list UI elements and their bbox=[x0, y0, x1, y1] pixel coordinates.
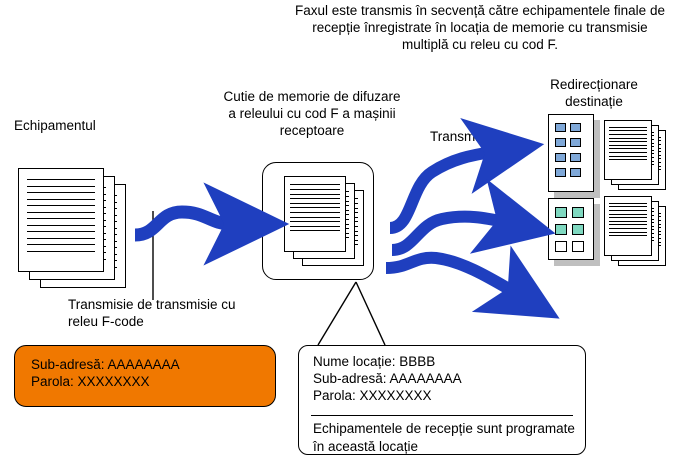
building-window bbox=[570, 138, 581, 147]
building-window bbox=[555, 138, 566, 147]
subaddress-password-callout bbox=[14, 345, 276, 407]
building-window bbox=[570, 123, 581, 132]
fcode-relay-label: Transmisie de transmisie cu releu F-code bbox=[68, 297, 236, 329]
building-window bbox=[555, 241, 567, 252]
building-window bbox=[570, 168, 581, 177]
location-note: Echipamentele de recepție sunt programate în această locație bbox=[313, 421, 575, 454]
document-stack-destination-1 bbox=[604, 120, 668, 194]
building-window bbox=[572, 241, 584, 252]
document-stack-memory bbox=[284, 176, 368, 268]
connector-line-location bbox=[356, 282, 385, 345]
location-subaddress: Sub-adresă: AAAAAAAA bbox=[313, 371, 462, 386]
destination-building-2 bbox=[548, 198, 594, 260]
equipment-label: Echipamentul bbox=[14, 118, 96, 133]
building-window bbox=[555, 207, 567, 218]
arrow-memory-to-destination-3 bbox=[386, 258, 514, 292]
location-password: Parola: XXXXXXXX bbox=[313, 388, 432, 403]
building-window bbox=[555, 153, 566, 162]
location-info-callout bbox=[298, 345, 586, 455]
building-window bbox=[555, 168, 566, 177]
document-page bbox=[604, 196, 652, 256]
building-window bbox=[572, 224, 584, 235]
document-page bbox=[18, 168, 104, 272]
document-stack-source bbox=[18, 168, 128, 288]
document-stack-destination-2 bbox=[604, 196, 668, 270]
callout-password: Parola: XXXXXXXX bbox=[31, 374, 150, 389]
transmission-label: Transmitere bbox=[430, 129, 502, 144]
redirect-destination-label: Redirecționare destinație bbox=[550, 77, 638, 109]
document-page bbox=[284, 176, 346, 252]
building-body bbox=[548, 114, 594, 192]
arrow-memory-to-destination-1 bbox=[390, 152, 492, 228]
divider bbox=[311, 415, 573, 416]
building-window bbox=[572, 207, 584, 218]
arrow-source-to-memory bbox=[135, 212, 232, 235]
callout-subaddress: Sub-adresă: AAAAAAAA bbox=[31, 357, 180, 372]
connector-line-location-2 bbox=[318, 282, 356, 345]
document-page bbox=[604, 120, 652, 180]
arrow-memory-to-destination-2 bbox=[392, 217, 504, 250]
location-name: Nume locație: BBBB bbox=[313, 354, 436, 369]
building-window bbox=[570, 153, 581, 162]
memory-box-label: Cutie de memorie de difuzare a releului cu cod F a mașinii receptoare bbox=[223, 89, 401, 138]
building-window bbox=[555, 224, 567, 235]
description-text: Faxul este transmis în secvență către echipamentele finale de recepție înregistrate în locația de memorie cu transmisie multiplă cu releu cu cod F. bbox=[295, 3, 665, 52]
destination-building-1 bbox=[548, 114, 594, 192]
building-body bbox=[548, 198, 594, 260]
building-window bbox=[555, 123, 566, 132]
